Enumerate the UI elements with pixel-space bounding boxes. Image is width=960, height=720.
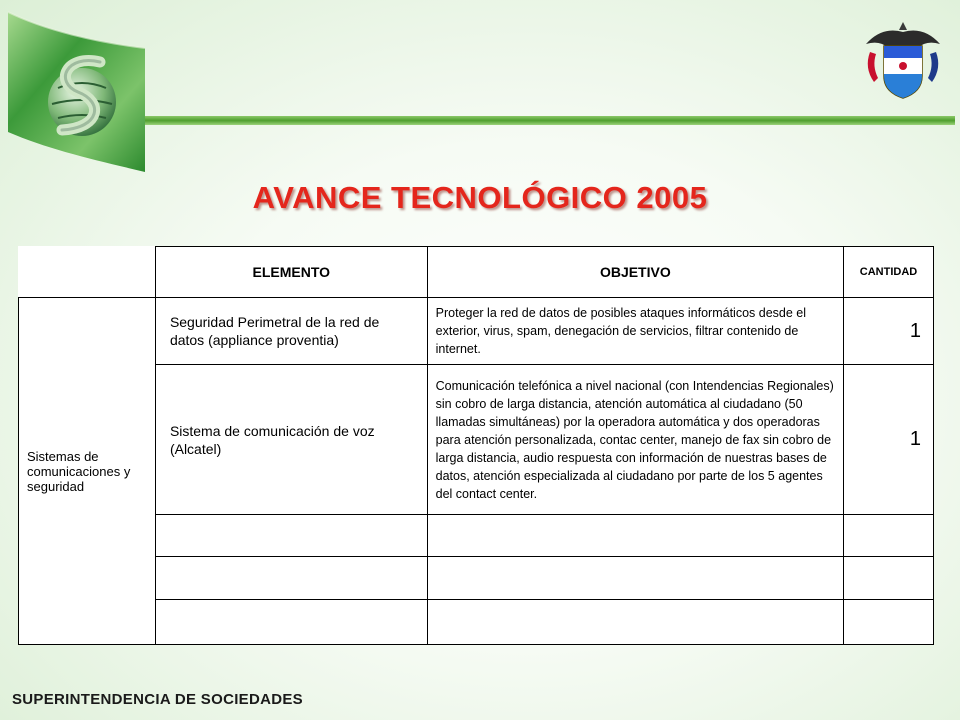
header-empty-cell: [19, 247, 156, 298]
header-cantidad: CANTIDAD: [844, 247, 934, 298]
empty-cell: [844, 515, 934, 557]
table-row-empty: [19, 600, 934, 645]
page-title: AVANCE TECNOLÓGICO 2005: [252, 180, 708, 215]
header-elemento: ELEMENTO: [155, 247, 427, 298]
cantidad-cell: 1: [844, 365, 934, 515]
objetivo-cell: Proteger la red de datos de posibles ataques informáticos desde el exterior, virus, spam, denegación de servicios, filtrar contenido de internet.: [427, 298, 843, 365]
cantidad-cell: 1: [844, 298, 934, 365]
table-row: [19, 365, 934, 515]
empty-cell: [155, 557, 427, 600]
empty-cell: [427, 600, 843, 645]
empty-cell: [844, 600, 934, 645]
table-row: [19, 298, 934, 365]
table-row-empty: [19, 515, 934, 557]
empty-cell: [155, 600, 427, 645]
category-cell: Sistemas de comunicaciones y seguridad: [19, 298, 156, 645]
objetivo-cell: Comunicación telefónica a nivel nacional (con Intendencias Regionales) sin cobro de larga distancia, atención automática al ciudadano (50 llamadas simultáneas) por la operadora automática y dos operadoras para atención personalizada, contac center, manejo de fax sin cobro de larga distancia, audio respuesta con información de nuestras bases de datos, atención especializada al ciudadano por parte de los 5 agentes del contact center.: [427, 365, 843, 515]
empty-cell: [155, 515, 427, 557]
colombia-coat-of-arms-icon: [862, 18, 944, 100]
footer-organization: SUPERINTENDENCIA DE SOCIEDADES: [12, 691, 303, 708]
elemento-cell: Seguridad Perimetral de la red de datos (appliance proventia): [155, 298, 427, 365]
technology-table: [18, 246, 934, 645]
elemento-cell: Sistema de comunicación de voz (Alcatel): [155, 365, 427, 515]
empty-cell: [427, 515, 843, 557]
header-objetivo: OBJETIVO: [427, 247, 843, 298]
empty-cell: [427, 557, 843, 600]
table-header-row: [19, 247, 934, 298]
empty-cell: [844, 557, 934, 600]
flag-banner: [0, 0, 960, 200]
table-row-empty: [19, 557, 934, 600]
